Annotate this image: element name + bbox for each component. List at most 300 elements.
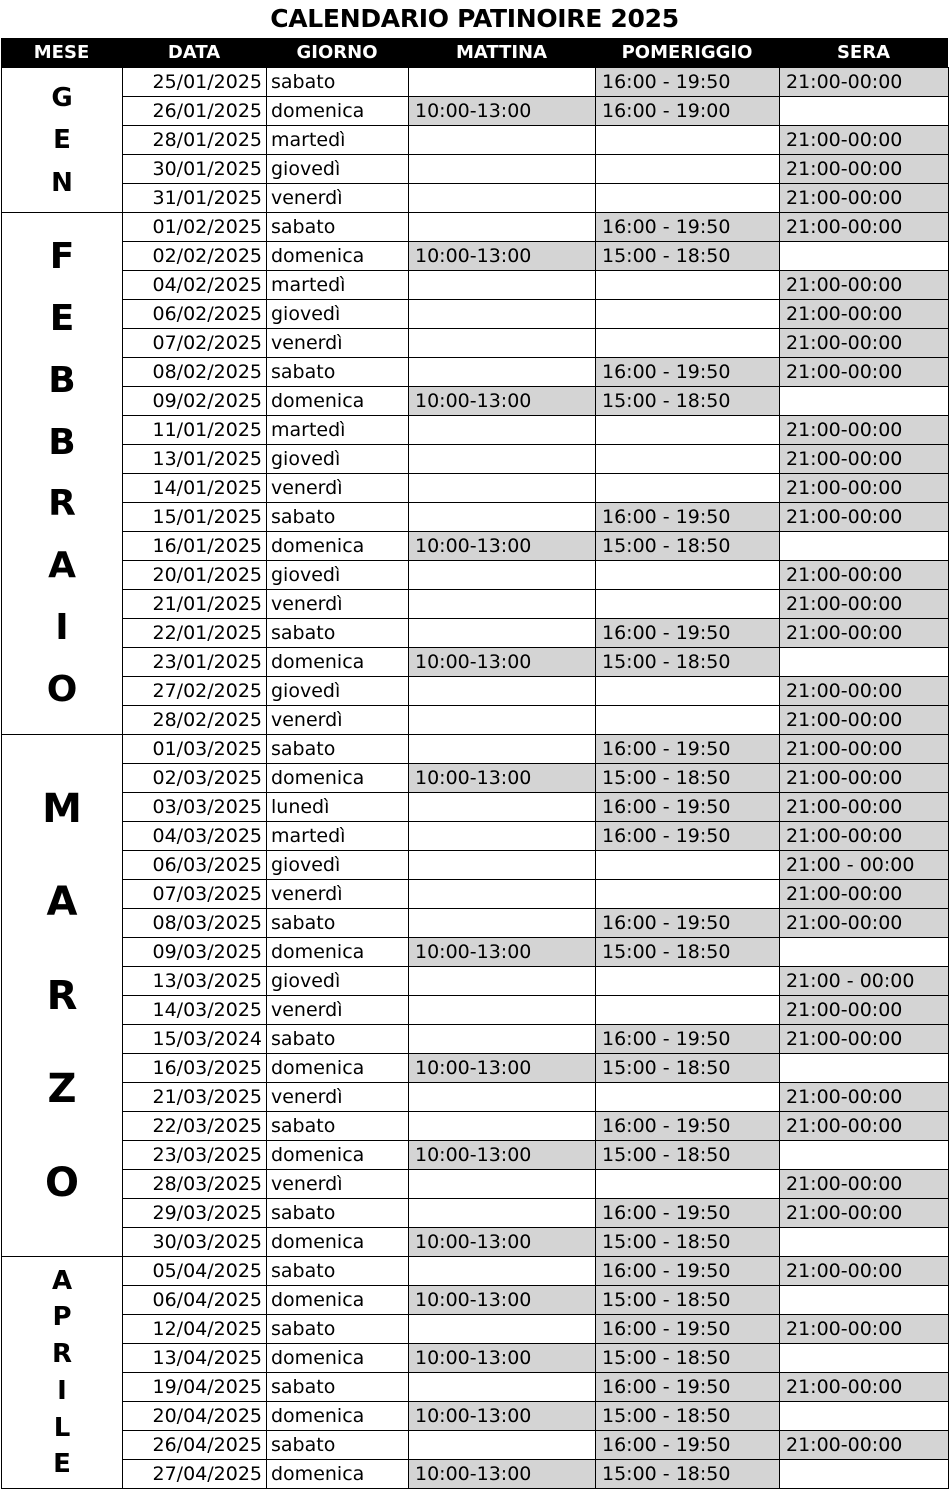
morning-slot (409, 445, 596, 474)
month-letter: G (51, 82, 73, 113)
day-cell: domenica (267, 764, 409, 793)
morning-slot (409, 1431, 596, 1460)
date-cell: 15/01/2025 (123, 503, 267, 532)
date-cell: 15/03/2024 (123, 1025, 267, 1054)
afternoon-slot: 15:00 - 18:50 (596, 242, 780, 271)
date-cell: 09/03/2025 (123, 938, 267, 967)
day-cell: venerdì (267, 1083, 409, 1112)
day-cell: domenica (267, 387, 409, 416)
evening-slot: 21:00-00:00 (780, 793, 949, 822)
month-label-cell (2, 213, 123, 735)
day-cell: venerdì (267, 184, 409, 213)
date-cell: 26/04/2025 (123, 1431, 267, 1460)
day-cell: sabato (267, 1431, 409, 1460)
table-row (2, 1344, 949, 1373)
month-letter: A (51, 1265, 73, 1296)
morning-slot: 10:00-13:00 (409, 387, 596, 416)
month-letter: L (53, 1412, 71, 1443)
table-row (2, 1228, 949, 1257)
day-cell: martedì (267, 271, 409, 300)
morning-slot (409, 996, 596, 1025)
morning-slot (409, 416, 596, 445)
month-label (2, 1257, 122, 1488)
table-row (2, 300, 949, 329)
month-letter: I (55, 607, 69, 649)
month-letter: E (49, 297, 75, 339)
table-row (2, 213, 949, 242)
afternoon-slot: 15:00 - 18:50 (596, 1344, 780, 1373)
day-cell: domenica (267, 938, 409, 967)
table-row (2, 561, 949, 590)
afternoon-slot (596, 126, 780, 155)
header-giorno: GIORNO (296, 42, 378, 63)
table-row (2, 880, 949, 909)
date-cell: 29/03/2025 (123, 1199, 267, 1228)
month-label (2, 213, 122, 734)
day-cell: sabato (267, 1112, 409, 1141)
evening-slot: 21:00-00:00 (780, 300, 949, 329)
table-row (2, 1286, 949, 1315)
afternoon-slot: 15:00 - 18:50 (596, 387, 780, 416)
table-header (1, 38, 948, 67)
afternoon-slot (596, 967, 780, 996)
date-cell: 14/01/2025 (123, 474, 267, 503)
table-row (2, 851, 949, 880)
day-cell: sabato (267, 1373, 409, 1402)
day-cell: sabato (267, 358, 409, 387)
evening-slot: 21:00-00:00 (780, 1170, 949, 1199)
table-row (2, 1199, 949, 1228)
date-cell: 31/01/2025 (123, 184, 267, 213)
evening-slot: 21:00-00:00 (780, 445, 949, 474)
evening-slot: 21:00-00:00 (780, 213, 949, 242)
morning-slot (409, 590, 596, 619)
month-letter: R (46, 972, 78, 1019)
evening-slot: 21:00-00:00 (780, 1373, 949, 1402)
morning-slot (409, 1025, 596, 1054)
morning-slot: 10:00-13:00 (409, 1141, 596, 1170)
morning-slot: 10:00-13:00 (409, 1286, 596, 1315)
date-cell: 28/02/2025 (123, 706, 267, 735)
table-row (2, 445, 949, 474)
morning-slot: 10:00-13:00 (409, 1344, 596, 1373)
day-cell: sabato (267, 619, 409, 648)
morning-slot (409, 503, 596, 532)
afternoon-slot (596, 445, 780, 474)
afternoon-slot: 15:00 - 18:50 (596, 764, 780, 793)
morning-slot: 10:00-13:00 (409, 1460, 596, 1489)
month-label-cell (2, 735, 123, 1257)
morning-slot (409, 822, 596, 851)
date-cell: 30/01/2025 (123, 155, 267, 184)
date-cell: 13/03/2025 (123, 967, 267, 996)
month-letter: B (48, 421, 76, 463)
table-row (2, 97, 949, 126)
afternoon-slot: 15:00 - 18:50 (596, 1286, 780, 1315)
table-row (2, 1373, 949, 1402)
evening-slot: 21:00-00:00 (780, 68, 949, 97)
day-cell: giovedì (267, 677, 409, 706)
table-row (2, 1402, 949, 1431)
afternoon-slot: 16:00 - 19:50 (596, 793, 780, 822)
evening-slot (780, 1228, 949, 1257)
afternoon-slot: 15:00 - 18:50 (596, 1054, 780, 1083)
morning-slot: 10:00-13:00 (409, 938, 596, 967)
day-cell: venerdì (267, 329, 409, 358)
evening-slot: 21:00-00:00 (780, 503, 949, 532)
page-title: CALENDARIO PATINOIRE 2025 (270, 4, 679, 33)
date-cell: 03/03/2025 (123, 793, 267, 822)
afternoon-slot (596, 706, 780, 735)
date-cell: 13/01/2025 (123, 445, 267, 474)
evening-slot: 21:00-00:00 (780, 735, 949, 764)
evening-slot: 21:00 - 00:00 (780, 967, 949, 996)
morning-slot (409, 155, 596, 184)
table-row (2, 1025, 949, 1054)
morning-slot (409, 561, 596, 590)
morning-slot: 10:00-13:00 (409, 764, 596, 793)
table-row (2, 1170, 949, 1199)
date-cell: 21/01/2025 (123, 590, 267, 619)
day-cell: domenica (267, 1141, 409, 1170)
afternoon-slot (596, 1083, 780, 1112)
day-cell: venerdì (267, 1170, 409, 1199)
day-cell: domenica (267, 1286, 409, 1315)
day-cell: domenica (267, 648, 409, 677)
morning-slot (409, 68, 596, 97)
evening-slot (780, 1286, 949, 1315)
date-cell: 02/03/2025 (123, 764, 267, 793)
date-cell: 26/01/2025 (123, 97, 267, 126)
table-row (2, 938, 949, 967)
table-row (2, 793, 949, 822)
date-cell: 25/01/2025 (123, 68, 267, 97)
evening-slot: 21:00-00:00 (780, 909, 949, 938)
morning-slot (409, 184, 596, 213)
evening-slot: 21:00-00:00 (780, 1257, 949, 1286)
afternoon-slot: 16:00 - 19:50 (596, 1257, 780, 1286)
afternoon-slot: 15:00 - 18:50 (596, 1228, 780, 1257)
afternoon-slot: 16:00 - 19:50 (596, 735, 780, 764)
table-row (2, 1257, 949, 1286)
header-mattina: MATTINA (455, 42, 548, 63)
table-row (2, 532, 949, 561)
evening-slot (780, 648, 949, 677)
afternoon-slot: 16:00 - 19:50 (596, 1025, 780, 1054)
morning-slot: 10:00-13:00 (409, 532, 596, 561)
day-cell: martedì (267, 126, 409, 155)
day-cell: giovedì (267, 561, 409, 590)
afternoon-slot (596, 1170, 780, 1199)
afternoon-slot: 16:00 - 19:00 (596, 97, 780, 126)
morning-slot (409, 793, 596, 822)
date-cell: 01/02/2025 (123, 213, 267, 242)
afternoon-slot: 16:00 - 19:50 (596, 68, 780, 97)
evening-slot: 21:00-00:00 (780, 1112, 949, 1141)
day-cell: venerdì (267, 474, 409, 503)
evening-slot: 21:00-00:00 (780, 271, 949, 300)
date-cell: 08/02/2025 (123, 358, 267, 387)
month-letter: N (51, 167, 73, 198)
table-row (2, 155, 949, 184)
month-letter: O (44, 1159, 79, 1206)
month-label-cell (2, 68, 123, 213)
afternoon-slot: 15:00 - 18:50 (596, 1141, 780, 1170)
morning-slot (409, 474, 596, 503)
morning-slot (409, 329, 596, 358)
table-row (2, 1083, 949, 1112)
afternoon-slot (596, 474, 780, 503)
afternoon-slot: 15:00 - 18:50 (596, 1460, 780, 1489)
day-cell: sabato (267, 68, 409, 97)
morning-slot: 10:00-13:00 (409, 1228, 596, 1257)
month-label-cell (2, 1257, 123, 1489)
table-row (2, 126, 949, 155)
month-letter: A (48, 545, 76, 587)
evening-slot: 21:00-00:00 (780, 416, 949, 445)
afternoon-slot: 16:00 - 19:50 (596, 1315, 780, 1344)
afternoon-slot: 16:00 - 19:50 (596, 1112, 780, 1141)
afternoon-slot: 16:00 - 19:50 (596, 358, 780, 387)
morning-slot (409, 909, 596, 938)
morning-slot (409, 706, 596, 735)
evening-slot (780, 1141, 949, 1170)
afternoon-slot: 16:00 - 19:50 (596, 503, 780, 532)
evening-slot: 21:00-00:00 (780, 590, 949, 619)
evening-slot: 21:00-00:00 (780, 996, 949, 1025)
day-cell: giovedì (267, 967, 409, 996)
date-cell: 16/01/2025 (123, 532, 267, 561)
day-cell: sabato (267, 1315, 409, 1344)
table-row (2, 967, 949, 996)
afternoon-slot: 15:00 - 18:50 (596, 648, 780, 677)
date-cell: 20/04/2025 (123, 1402, 267, 1431)
header-pomeriggio: POMERIGGIO (621, 42, 753, 63)
month-letter: I (57, 1375, 67, 1406)
afternoon-slot: 15:00 - 18:50 (596, 1402, 780, 1431)
morning-slot (409, 300, 596, 329)
day-cell: domenica (267, 1054, 409, 1083)
table-row (2, 329, 949, 358)
evening-slot (780, 1344, 949, 1373)
date-cell: 27/02/2025 (123, 677, 267, 706)
date-cell: 22/01/2025 (123, 619, 267, 648)
date-cell: 06/03/2025 (123, 851, 267, 880)
header-sera: SERA (836, 42, 891, 63)
afternoon-slot (596, 851, 780, 880)
month-letter: R (51, 1339, 73, 1370)
date-cell: 09/02/2025 (123, 387, 267, 416)
date-cell: 07/03/2025 (123, 880, 267, 909)
month-letter: B (48, 359, 76, 401)
afternoon-slot (596, 880, 780, 909)
header-data: DATA (167, 42, 221, 63)
morning-slot (409, 1373, 596, 1402)
table-row (2, 503, 949, 532)
morning-slot (409, 880, 596, 909)
evening-slot: 21:00-00:00 (780, 329, 949, 358)
table-row (2, 1141, 949, 1170)
afternoon-slot (596, 329, 780, 358)
day-cell: domenica (267, 97, 409, 126)
date-cell: 14/03/2025 (123, 996, 267, 1025)
date-cell: 21/03/2025 (123, 1083, 267, 1112)
date-cell: 05/04/2025 (123, 1257, 267, 1286)
evening-slot: 21:00-00:00 (780, 474, 949, 503)
evening-slot: 21:00-00:00 (780, 764, 949, 793)
table-row (2, 1315, 949, 1344)
month-letter: M (42, 785, 82, 832)
evening-slot (780, 1402, 949, 1431)
table-row (2, 706, 949, 735)
evening-slot: 21:00-00:00 (780, 677, 949, 706)
date-cell: 27/04/2025 (123, 1460, 267, 1489)
table-row (2, 996, 949, 1025)
morning-slot (409, 677, 596, 706)
table-row (2, 1431, 949, 1460)
table-row (2, 474, 949, 503)
table-row (2, 1054, 949, 1083)
table-row (2, 387, 949, 416)
day-cell: sabato (267, 1257, 409, 1286)
afternoon-slot (596, 184, 780, 213)
evening-slot: 21:00-00:00 (780, 822, 949, 851)
date-cell: 04/02/2025 (123, 271, 267, 300)
table-row (2, 68, 949, 97)
day-cell: martedì (267, 416, 409, 445)
afternoon-slot: 16:00 - 19:50 (596, 1199, 780, 1228)
table-row (2, 1460, 949, 1489)
morning-slot: 10:00-13:00 (409, 648, 596, 677)
day-cell: venerdì (267, 996, 409, 1025)
date-cell: 08/03/2025 (123, 909, 267, 938)
day-cell: sabato (267, 213, 409, 242)
afternoon-slot: 16:00 - 19:50 (596, 822, 780, 851)
morning-slot (409, 271, 596, 300)
evening-slot (780, 242, 949, 271)
date-cell: 06/04/2025 (123, 1286, 267, 1315)
evening-slot (780, 532, 949, 561)
date-cell: 04/03/2025 (123, 822, 267, 851)
table-row (2, 648, 949, 677)
month-letter: P (52, 1302, 72, 1333)
day-cell: sabato (267, 909, 409, 938)
day-cell: venerdì (267, 590, 409, 619)
table-row (2, 735, 949, 764)
afternoon-slot: 16:00 - 19:50 (596, 1431, 780, 1460)
table-row (2, 590, 949, 619)
evening-slot: 21:00-00:00 (780, 126, 949, 155)
morning-slot: 10:00-13:00 (409, 1402, 596, 1431)
evening-slot: 21:00-00:00 (780, 155, 949, 184)
month-label (2, 735, 122, 1256)
evening-slot: 21:00 - 00:00 (780, 851, 949, 880)
table-row (2, 416, 949, 445)
afternoon-slot (596, 271, 780, 300)
day-cell: sabato (267, 1025, 409, 1054)
day-cell: giovedì (267, 300, 409, 329)
afternoon-slot (596, 416, 780, 445)
evening-slot: 21:00-00:00 (780, 1315, 949, 1344)
evening-slot (780, 387, 949, 416)
table-row (2, 1112, 949, 1141)
day-cell: domenica (267, 532, 409, 561)
evening-slot: 21:00-00:00 (780, 1431, 949, 1460)
evening-slot: 21:00-00:00 (780, 1083, 949, 1112)
date-cell: 23/03/2025 (123, 1141, 267, 1170)
date-cell: 20/01/2025 (123, 561, 267, 590)
evening-slot (780, 938, 949, 967)
header-mese: MESE (33, 42, 90, 63)
afternoon-slot (596, 996, 780, 1025)
table-row (2, 677, 949, 706)
month-letter: Z (47, 1066, 77, 1112)
morning-slot (409, 1257, 596, 1286)
date-cell: 22/03/2025 (123, 1112, 267, 1141)
evening-slot: 21:00-00:00 (780, 1025, 949, 1054)
month-label (2, 68, 122, 212)
evening-slot: 21:00-00:00 (780, 184, 949, 213)
date-cell: 01/03/2025 (123, 735, 267, 764)
morning-slot: 10:00-13:00 (409, 97, 596, 126)
morning-slot (409, 1315, 596, 1344)
day-cell: domenica (267, 242, 409, 271)
table-row (2, 358, 949, 387)
table-row (2, 619, 949, 648)
morning-slot: 10:00-13:00 (409, 242, 596, 271)
afternoon-slot (596, 561, 780, 590)
day-cell: sabato (267, 503, 409, 532)
day-cell: martedì (267, 822, 409, 851)
month-letter: E (53, 125, 71, 155)
day-cell: giovedì (267, 155, 409, 184)
afternoon-slot (596, 155, 780, 184)
table-row (2, 764, 949, 793)
table-row (2, 822, 949, 851)
afternoon-slot: 16:00 - 19:50 (596, 213, 780, 242)
month-letter: A (46, 879, 78, 925)
date-cell: 11/01/2025 (123, 416, 267, 445)
afternoon-slot: 16:00 - 19:50 (596, 909, 780, 938)
morning-slot (409, 1083, 596, 1112)
evening-slot: 21:00-00:00 (780, 619, 949, 648)
month-letter: E (53, 1449, 71, 1480)
day-cell: domenica (267, 1344, 409, 1373)
date-cell: 02/02/2025 (123, 242, 267, 271)
table-row (2, 242, 949, 271)
table-row (2, 909, 949, 938)
evening-slot (780, 97, 949, 126)
date-cell: 28/03/2025 (123, 1170, 267, 1199)
day-cell: venerdì (267, 880, 409, 909)
afternoon-slot (596, 590, 780, 619)
afternoon-slot (596, 300, 780, 329)
evening-slot: 21:00-00:00 (780, 561, 949, 590)
morning-slot (409, 358, 596, 387)
afternoon-slot: 15:00 - 18:50 (596, 938, 780, 967)
day-cell: sabato (267, 735, 409, 764)
afternoon-slot: 16:00 - 19:50 (596, 619, 780, 648)
evening-slot (780, 1460, 949, 1489)
evening-slot: 21:00-00:00 (780, 706, 949, 735)
morning-slot (409, 1112, 596, 1141)
date-cell: 12/04/2025 (123, 1315, 267, 1344)
table-row (2, 271, 949, 300)
day-cell: domenica (267, 1460, 409, 1489)
schedule-table (1, 67, 949, 1489)
date-cell: 23/01/2025 (123, 648, 267, 677)
morning-slot (409, 851, 596, 880)
